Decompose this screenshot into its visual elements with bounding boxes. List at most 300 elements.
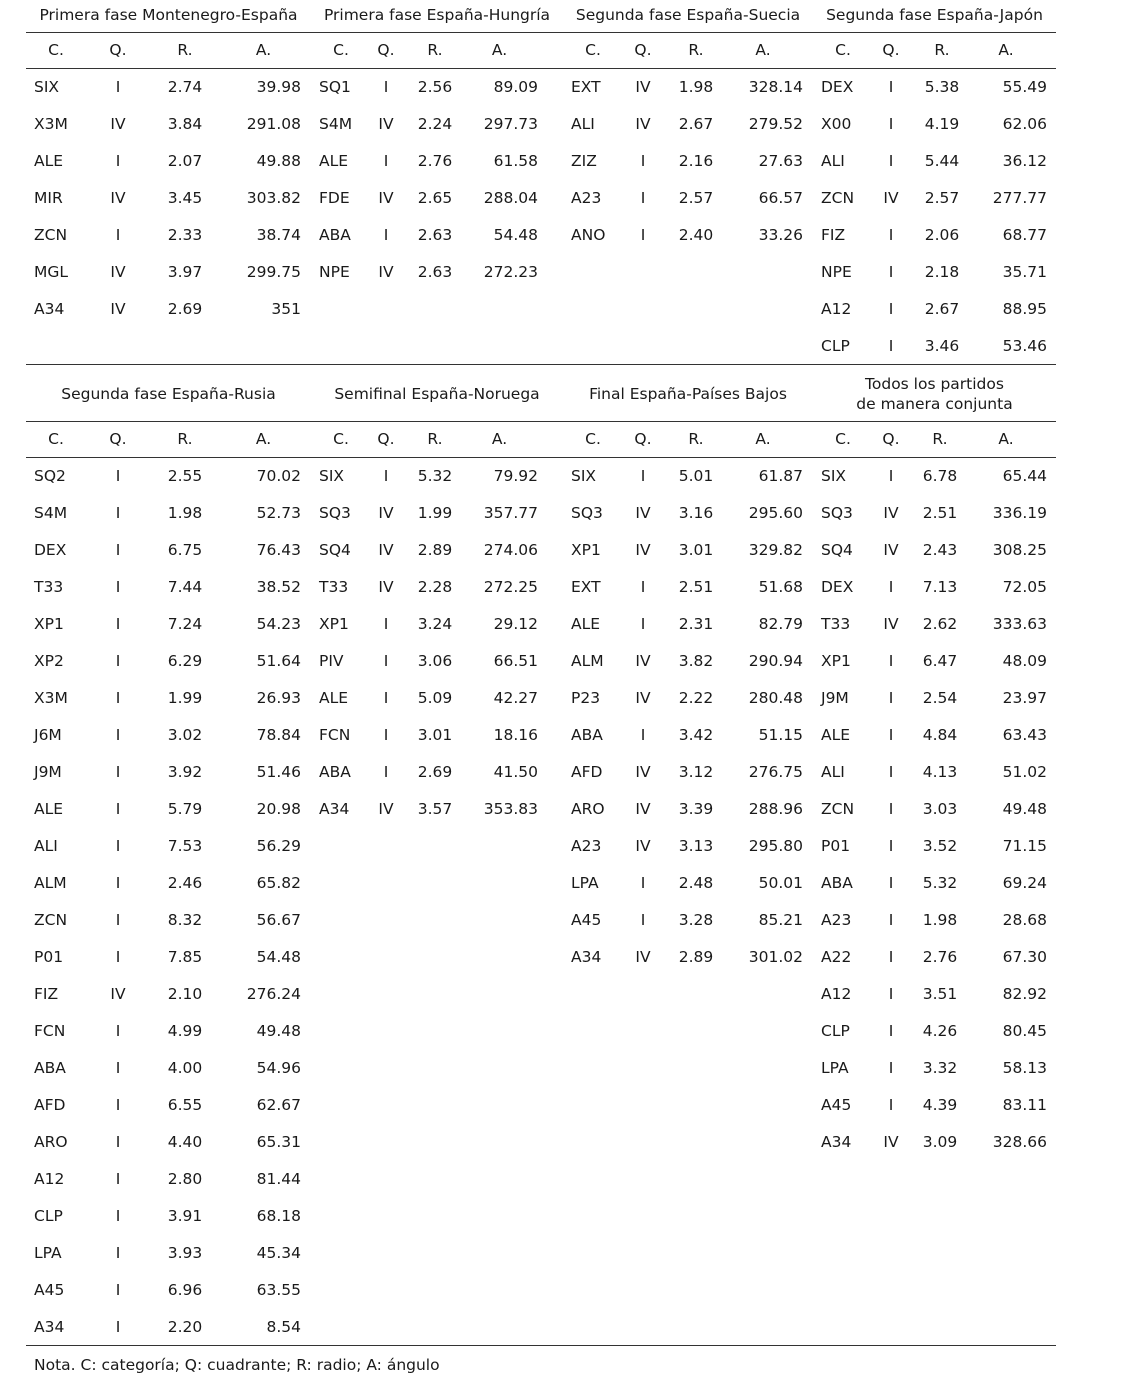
cell-angle: 65.44 bbox=[1002, 467, 1047, 485]
cell-category: P01 bbox=[821, 837, 851, 855]
cell-angle: 42.27 bbox=[493, 689, 538, 707]
cell-category: ALE bbox=[34, 152, 64, 170]
cell-angle: 280.48 bbox=[748, 689, 803, 707]
cell-category: ALM bbox=[34, 874, 67, 892]
cell-angle: 36.12 bbox=[1002, 152, 1047, 170]
cell-radius: 2.48 bbox=[678, 874, 714, 892]
cell-category: A45 bbox=[571, 911, 602, 929]
cell-angle: 290.94 bbox=[748, 652, 803, 670]
cell-angle: 70.02 bbox=[256, 467, 301, 485]
column-header-radius: R. bbox=[177, 430, 193, 448]
cell-category: X00 bbox=[821, 115, 852, 133]
cell-quadrant: I bbox=[888, 578, 894, 596]
cell-quadrant: I bbox=[888, 337, 894, 355]
cell-angle: 72.05 bbox=[1002, 578, 1047, 596]
cell-quadrant: I bbox=[115, 800, 121, 818]
match-title-line: Primera fase Montenegro-España bbox=[39, 6, 298, 24]
column-header-quadrant: Q. bbox=[109, 41, 127, 59]
cell-quadrant: IV bbox=[635, 115, 651, 133]
cell-category: P01 bbox=[34, 948, 64, 966]
cell-radius: 2.67 bbox=[678, 115, 714, 133]
cell-category: SIX bbox=[571, 467, 597, 485]
cell-angle: 18.16 bbox=[493, 726, 538, 744]
cell-radius: 5.32 bbox=[922, 874, 958, 892]
column-header-angle: A. bbox=[255, 430, 272, 448]
cell-quadrant: I bbox=[115, 1244, 121, 1262]
column-header-quadrant: Q. bbox=[109, 430, 127, 448]
cell-radius: 2.51 bbox=[678, 578, 714, 596]
column-header-category: C. bbox=[585, 430, 601, 448]
cell-quadrant: I bbox=[640, 615, 646, 633]
match-title bbox=[563, 5, 813, 25]
cell-category: ZCN bbox=[34, 911, 68, 929]
cell-radius: 1.98 bbox=[167, 504, 203, 522]
cell-angle: 8.54 bbox=[266, 1318, 301, 1336]
cell-category: A34 bbox=[319, 800, 350, 818]
cell-radius: 3.91 bbox=[167, 1207, 203, 1225]
cell-radius: 3.92 bbox=[167, 763, 203, 781]
match-title-line: Primera fase España-Hungría bbox=[323, 6, 551, 24]
match-title-line: Todos los partidos bbox=[865, 375, 1004, 393]
cell-quadrant: I bbox=[115, 763, 121, 781]
cell-quadrant: I bbox=[640, 874, 646, 892]
cell-quadrant: I bbox=[640, 911, 646, 929]
cell-angle: 336.19 bbox=[992, 504, 1047, 522]
cell-angle: 56.67 bbox=[256, 911, 301, 929]
cell-quadrant: I bbox=[115, 504, 121, 522]
cell-radius: 2.51 bbox=[922, 504, 958, 522]
cell-angle: 27.63 bbox=[758, 152, 803, 170]
cell-angle: 35.71 bbox=[1002, 263, 1047, 281]
cell-radius: 3.28 bbox=[678, 911, 714, 929]
cell-angle: 53.46 bbox=[1002, 337, 1047, 355]
column-header-quadrant: Q. bbox=[377, 41, 395, 59]
cell-quadrant: I bbox=[383, 152, 389, 170]
cell-radius: 5.79 bbox=[167, 800, 203, 818]
cell-radius: 3.32 bbox=[922, 1059, 958, 1077]
match-title bbox=[26, 5, 311, 25]
cell-category: SQ2 bbox=[34, 467, 66, 485]
cell-category: XP1 bbox=[319, 615, 349, 633]
cell-radius: 6.47 bbox=[922, 652, 958, 670]
match-title bbox=[813, 5, 1056, 25]
cell-radius: 2.57 bbox=[678, 189, 714, 207]
cell-quadrant: I bbox=[888, 300, 894, 318]
cell-category: A23 bbox=[821, 911, 852, 929]
cell-angle: 61.58 bbox=[493, 152, 538, 170]
cell-radius: 2.89 bbox=[417, 541, 453, 559]
cell-radius: 5.38 bbox=[924, 78, 960, 96]
cell-angle: 353.83 bbox=[483, 800, 538, 818]
cell-category: ZCN bbox=[821, 800, 855, 818]
cell-angle: 56.29 bbox=[256, 837, 301, 855]
cell-quadrant: I bbox=[888, 263, 894, 281]
cell-radius: 1.99 bbox=[417, 504, 453, 522]
cell-category: ALE bbox=[821, 726, 851, 744]
cell-angle: 66.57 bbox=[758, 189, 803, 207]
cell-radius: 2.65 bbox=[417, 189, 453, 207]
cell-angle: 63.43 bbox=[1002, 726, 1047, 744]
match-title bbox=[311, 384, 563, 404]
cell-category: CLP bbox=[34, 1207, 63, 1225]
cell-angle: 274.06 bbox=[483, 541, 538, 559]
cell-quadrant: I bbox=[383, 78, 389, 96]
cell-category: XP1 bbox=[821, 652, 851, 670]
cell-category: J9M bbox=[34, 763, 62, 781]
cell-category: ALI bbox=[821, 763, 845, 781]
cell-angle: 49.88 bbox=[256, 152, 301, 170]
column-header-radius: R. bbox=[177, 41, 193, 59]
cell-radius: 3.93 bbox=[167, 1244, 203, 1262]
column-header-quadrant: Q. bbox=[882, 41, 900, 59]
cell-category: A12 bbox=[821, 300, 852, 318]
cell-angle: 20.98 bbox=[256, 800, 301, 818]
match-title-line: Final España-Países Bajos bbox=[589, 385, 787, 403]
cell-category: NPE bbox=[319, 263, 350, 281]
cell-category: XP1 bbox=[571, 541, 601, 559]
cell-angle: 55.49 bbox=[1002, 78, 1047, 96]
cell-category: X3M bbox=[34, 689, 68, 707]
cell-radius: 2.63 bbox=[417, 226, 453, 244]
column-header-angle: A. bbox=[755, 430, 771, 448]
cell-angle: 291.08 bbox=[246, 115, 301, 133]
cell-category: DEX bbox=[34, 541, 67, 559]
cell-radius: 2.18 bbox=[924, 263, 960, 281]
match-title-line: de manera conjunta bbox=[856, 395, 1013, 413]
cell-category: ZCN bbox=[34, 226, 68, 244]
cell-radius: 3.01 bbox=[417, 726, 453, 744]
cell-quadrant: I bbox=[115, 948, 121, 966]
cell-angle: 41.50 bbox=[493, 763, 538, 781]
cell-radius: 2.74 bbox=[167, 78, 203, 96]
cell-radius: 2.89 bbox=[678, 948, 714, 966]
cell-quadrant: I bbox=[640, 226, 646, 244]
cell-radius: 2.24 bbox=[417, 115, 453, 133]
cell-category: SQ3 bbox=[821, 504, 853, 522]
cell-angle: 52.73 bbox=[256, 504, 301, 522]
cell-radius: 1.98 bbox=[922, 911, 958, 929]
cell-radius: 6.96 bbox=[167, 1281, 203, 1299]
cell-category: ARO bbox=[571, 800, 605, 818]
cell-angle: 288.96 bbox=[748, 800, 803, 818]
cell-quadrant: IV bbox=[378, 115, 394, 133]
cell-angle: 82.79 bbox=[758, 615, 803, 633]
cell-radius: 2.16 bbox=[678, 152, 714, 170]
cell-angle: 51.15 bbox=[758, 726, 803, 744]
cell-quadrant: I bbox=[115, 1059, 121, 1077]
cell-radius: 5.01 bbox=[678, 467, 714, 485]
cell-category: A12 bbox=[34, 1170, 65, 1188]
cell-category: A23 bbox=[571, 837, 602, 855]
cell-quadrant: IV bbox=[883, 541, 899, 559]
cell-quadrant: I bbox=[888, 1059, 894, 1077]
cell-quadrant: IV bbox=[635, 504, 651, 522]
cell-angle: 272.25 bbox=[483, 578, 538, 596]
cell-radius: 2.31 bbox=[678, 615, 714, 633]
cell-angle: 276.75 bbox=[748, 763, 803, 781]
cell-quadrant: IV bbox=[635, 948, 651, 966]
cell-radius: 5.32 bbox=[417, 467, 453, 485]
match-title bbox=[26, 384, 311, 404]
cell-quadrant: IV bbox=[378, 800, 394, 818]
cell-radius: 4.19 bbox=[924, 115, 960, 133]
cell-quadrant: IV bbox=[883, 504, 899, 522]
cell-radius: 7.24 bbox=[167, 615, 203, 633]
cell-quadrant: IV bbox=[378, 504, 394, 522]
cell-radius: 1.99 bbox=[167, 689, 203, 707]
cell-radius: 3.02 bbox=[167, 726, 203, 744]
cell-category: S4M bbox=[34, 504, 68, 522]
cell-category: S4M bbox=[319, 115, 353, 133]
cell-category: A45 bbox=[34, 1281, 65, 1299]
cell-angle: 82.92 bbox=[1002, 985, 1047, 1003]
cell-radius: 5.09 bbox=[417, 689, 453, 707]
cell-angle: 288.04 bbox=[483, 189, 538, 207]
cell-quadrant: I bbox=[115, 837, 121, 855]
cell-quadrant: I bbox=[383, 689, 389, 707]
cell-angle: 45.34 bbox=[256, 1244, 301, 1262]
cell-radius: 3.46 bbox=[924, 337, 960, 355]
cell-category: MIR bbox=[34, 189, 63, 207]
cell-category: SQ4 bbox=[821, 541, 853, 559]
column-header-quadrant: Q. bbox=[634, 41, 652, 59]
cell-radius: 4.39 bbox=[922, 1096, 958, 1114]
cell-angle: 81.44 bbox=[256, 1170, 301, 1188]
column-header-category: C. bbox=[585, 41, 601, 59]
cell-radius: 3.45 bbox=[167, 189, 203, 207]
cell-radius: 2.80 bbox=[167, 1170, 203, 1188]
cell-angle: 333.63 bbox=[992, 615, 1047, 633]
cell-quadrant: I bbox=[888, 652, 894, 670]
cell-quadrant: I bbox=[115, 1096, 121, 1114]
cell-angle: 66.51 bbox=[493, 652, 538, 670]
cell-angle: 51.64 bbox=[256, 652, 301, 670]
cell-angle: 29.12 bbox=[493, 615, 538, 633]
cell-radius: 3.01 bbox=[678, 541, 714, 559]
cell-angle: 38.52 bbox=[256, 578, 301, 596]
cell-category: A34 bbox=[821, 1133, 852, 1151]
cell-radius: 3.51 bbox=[922, 985, 958, 1003]
cell-category: CLP bbox=[821, 337, 850, 355]
cell-category: SQ3 bbox=[319, 504, 351, 522]
cell-radius: 2.55 bbox=[167, 467, 203, 485]
cell-category: ALE bbox=[319, 689, 349, 707]
cell-radius: 2.07 bbox=[167, 152, 203, 170]
cell-radius: 2.54 bbox=[922, 689, 958, 707]
cell-quadrant: I bbox=[888, 726, 894, 744]
cell-quadrant: IV bbox=[883, 1133, 899, 1151]
cell-angle: 51.68 bbox=[758, 578, 803, 596]
cell-quadrant: I bbox=[383, 652, 389, 670]
cell-quadrant: I bbox=[383, 726, 389, 744]
cell-quadrant: I bbox=[888, 78, 894, 96]
cell-radius: 3.97 bbox=[167, 263, 203, 281]
cell-angle: 61.87 bbox=[758, 467, 803, 485]
cell-quadrant: IV bbox=[110, 189, 126, 207]
cell-angle: 297.73 bbox=[483, 115, 538, 133]
cell-quadrant: I bbox=[115, 541, 121, 559]
cell-radius: 4.84 bbox=[922, 726, 958, 744]
cell-category: ALE bbox=[319, 152, 349, 170]
column-header-radius: R. bbox=[427, 41, 443, 59]
cell-quadrant: I bbox=[115, 1133, 121, 1151]
cell-radius: 3.39 bbox=[678, 800, 714, 818]
cell-radius: 4.40 bbox=[167, 1133, 203, 1151]
cell-radius: 2.69 bbox=[417, 763, 453, 781]
cell-quadrant: IV bbox=[378, 263, 394, 281]
cell-radius: 2.69 bbox=[167, 300, 203, 318]
cell-category: A12 bbox=[821, 985, 852, 1003]
column-header-angle: A. bbox=[998, 41, 1014, 59]
column-header-quadrant: Q. bbox=[634, 430, 652, 448]
cell-quadrant: I bbox=[115, 1281, 121, 1299]
cell-angle: 277.77 bbox=[992, 189, 1047, 207]
cell-radius: 2.22 bbox=[678, 689, 714, 707]
cell-angle: 38.74 bbox=[256, 226, 301, 244]
cell-category: J6M bbox=[34, 726, 62, 744]
cell-quadrant: I bbox=[115, 578, 121, 596]
match-title-line: Segunda fase España-Rusia bbox=[61, 385, 276, 403]
cell-angle: 33.26 bbox=[758, 226, 803, 244]
cell-radius: 3.84 bbox=[167, 115, 203, 133]
cell-angle: 79.92 bbox=[493, 467, 538, 485]
match-title bbox=[311, 5, 563, 25]
column-header-radius: R. bbox=[934, 41, 950, 59]
cell-quadrant: I bbox=[640, 726, 646, 744]
cell-quadrant: I bbox=[888, 1096, 894, 1114]
cell-angle: 83.11 bbox=[1002, 1096, 1047, 1114]
cell-quadrant: I bbox=[383, 467, 389, 485]
cell-quadrant: I bbox=[115, 226, 121, 244]
cell-category: A34 bbox=[34, 1318, 65, 1336]
cell-angle: 80.45 bbox=[1002, 1022, 1047, 1040]
cell-category: ALE bbox=[34, 800, 64, 818]
cell-category: SQ4 bbox=[319, 541, 351, 559]
cell-category: FCN bbox=[319, 726, 351, 744]
cell-quadrant: IV bbox=[110, 300, 126, 318]
cell-radius: 3.57 bbox=[417, 800, 453, 818]
column-header-radius: R. bbox=[688, 41, 704, 59]
cell-radius: 3.82 bbox=[678, 652, 714, 670]
cell-category: T33 bbox=[821, 615, 851, 633]
cell-quadrant: IV bbox=[635, 800, 651, 818]
cell-quadrant: I bbox=[115, 78, 121, 96]
cell-quadrant: I bbox=[115, 467, 121, 485]
cell-radius: 2.46 bbox=[167, 874, 203, 892]
cell-category: T33 bbox=[34, 578, 64, 596]
cell-angle: 23.97 bbox=[1002, 689, 1047, 707]
column-header-angle: A. bbox=[255, 41, 272, 59]
cell-quadrant: I bbox=[115, 152, 121, 170]
match-title-line: Segunda fase España-Suecia bbox=[575, 6, 801, 24]
cell-angle: 58.13 bbox=[1002, 1059, 1047, 1077]
cell-angle: 54.48 bbox=[256, 948, 301, 966]
cell-quadrant: I bbox=[888, 689, 894, 707]
cell-angle: 65.31 bbox=[256, 1133, 301, 1151]
cell-radius: 6.29 bbox=[167, 652, 203, 670]
cell-quadrant: IV bbox=[635, 763, 651, 781]
cell-radius: 2.76 bbox=[922, 948, 958, 966]
cell-radius: 1.98 bbox=[678, 78, 714, 96]
cell-radius: 2.20 bbox=[167, 1318, 203, 1336]
cell-category: ARO bbox=[34, 1133, 68, 1151]
column-header-radius: R. bbox=[932, 430, 948, 448]
match-title bbox=[563, 384, 813, 404]
cell-quadrant: I bbox=[888, 467, 894, 485]
cell-quadrant: IV bbox=[110, 985, 126, 1003]
cell-radius: 4.99 bbox=[167, 1022, 203, 1040]
column-header-angle: A. bbox=[491, 41, 508, 59]
cell-category: A22 bbox=[821, 948, 852, 966]
cell-quadrant: IV bbox=[635, 652, 651, 670]
cell-category: AFD bbox=[34, 1096, 66, 1114]
cell-angle: 301.02 bbox=[748, 948, 803, 966]
column-header-category: C. bbox=[48, 430, 64, 448]
cell-angle: 78.84 bbox=[256, 726, 301, 744]
cell-quadrant: I bbox=[115, 689, 121, 707]
cell-category: SQ1 bbox=[319, 78, 351, 96]
cell-radius: 3.52 bbox=[922, 837, 958, 855]
cell-angle: 63.55 bbox=[256, 1281, 301, 1299]
cell-angle: 54.96 bbox=[256, 1059, 301, 1077]
cell-angle: 26.93 bbox=[256, 689, 301, 707]
cell-category: SQ3 bbox=[571, 504, 603, 522]
cell-quadrant: I bbox=[888, 763, 894, 781]
cell-radius: 2.33 bbox=[167, 226, 203, 244]
cell-category: ANO bbox=[571, 226, 606, 244]
cell-quadrant: I bbox=[115, 1207, 121, 1225]
cell-angle: 279.52 bbox=[748, 115, 803, 133]
cell-quadrant: I bbox=[640, 152, 646, 170]
cell-angle: 295.60 bbox=[748, 504, 803, 522]
cell-quadrant: IV bbox=[883, 189, 899, 207]
cell-angle: 351 bbox=[271, 300, 301, 318]
cell-category: X3M bbox=[34, 115, 68, 133]
cell-radius: 3.16 bbox=[678, 504, 714, 522]
cell-quadrant: IV bbox=[883, 615, 899, 633]
cell-quadrant: I bbox=[640, 467, 646, 485]
cell-quadrant: I bbox=[115, 911, 121, 929]
cell-quadrant: I bbox=[383, 226, 389, 244]
cell-category: J9M bbox=[821, 689, 849, 707]
column-header-angle: A. bbox=[755, 41, 771, 59]
cell-category: MGL bbox=[34, 263, 69, 281]
cell-angle: 328.66 bbox=[992, 1133, 1047, 1151]
cell-radius: 7.13 bbox=[922, 578, 958, 596]
cell-category: ALI bbox=[821, 152, 845, 170]
cell-quadrant: I bbox=[888, 985, 894, 1003]
cell-quadrant: IV bbox=[635, 837, 651, 855]
cell-quadrant: I bbox=[383, 763, 389, 781]
cell-angle: 54.48 bbox=[493, 226, 538, 244]
cell-category: NPE bbox=[821, 263, 852, 281]
cell-category: A34 bbox=[34, 300, 65, 318]
cell-radius: 3.13 bbox=[678, 837, 714, 855]
cell-angle: 62.06 bbox=[1002, 115, 1047, 133]
cell-category: ALE bbox=[571, 615, 601, 633]
cell-radius: 2.63 bbox=[417, 263, 453, 281]
cell-quadrant: I bbox=[383, 615, 389, 633]
cell-radius: 2.10 bbox=[167, 985, 203, 1003]
cell-angle: 89.09 bbox=[493, 78, 538, 96]
column-header-radius: R. bbox=[427, 430, 443, 448]
column-header-quadrant: Q. bbox=[377, 430, 395, 448]
cell-quadrant: IV bbox=[378, 541, 394, 559]
cell-radius: 3.09 bbox=[922, 1133, 958, 1151]
cell-category: LPA bbox=[34, 1244, 62, 1262]
cell-quadrant: I bbox=[115, 1022, 121, 1040]
cell-category: FIZ bbox=[821, 226, 846, 244]
